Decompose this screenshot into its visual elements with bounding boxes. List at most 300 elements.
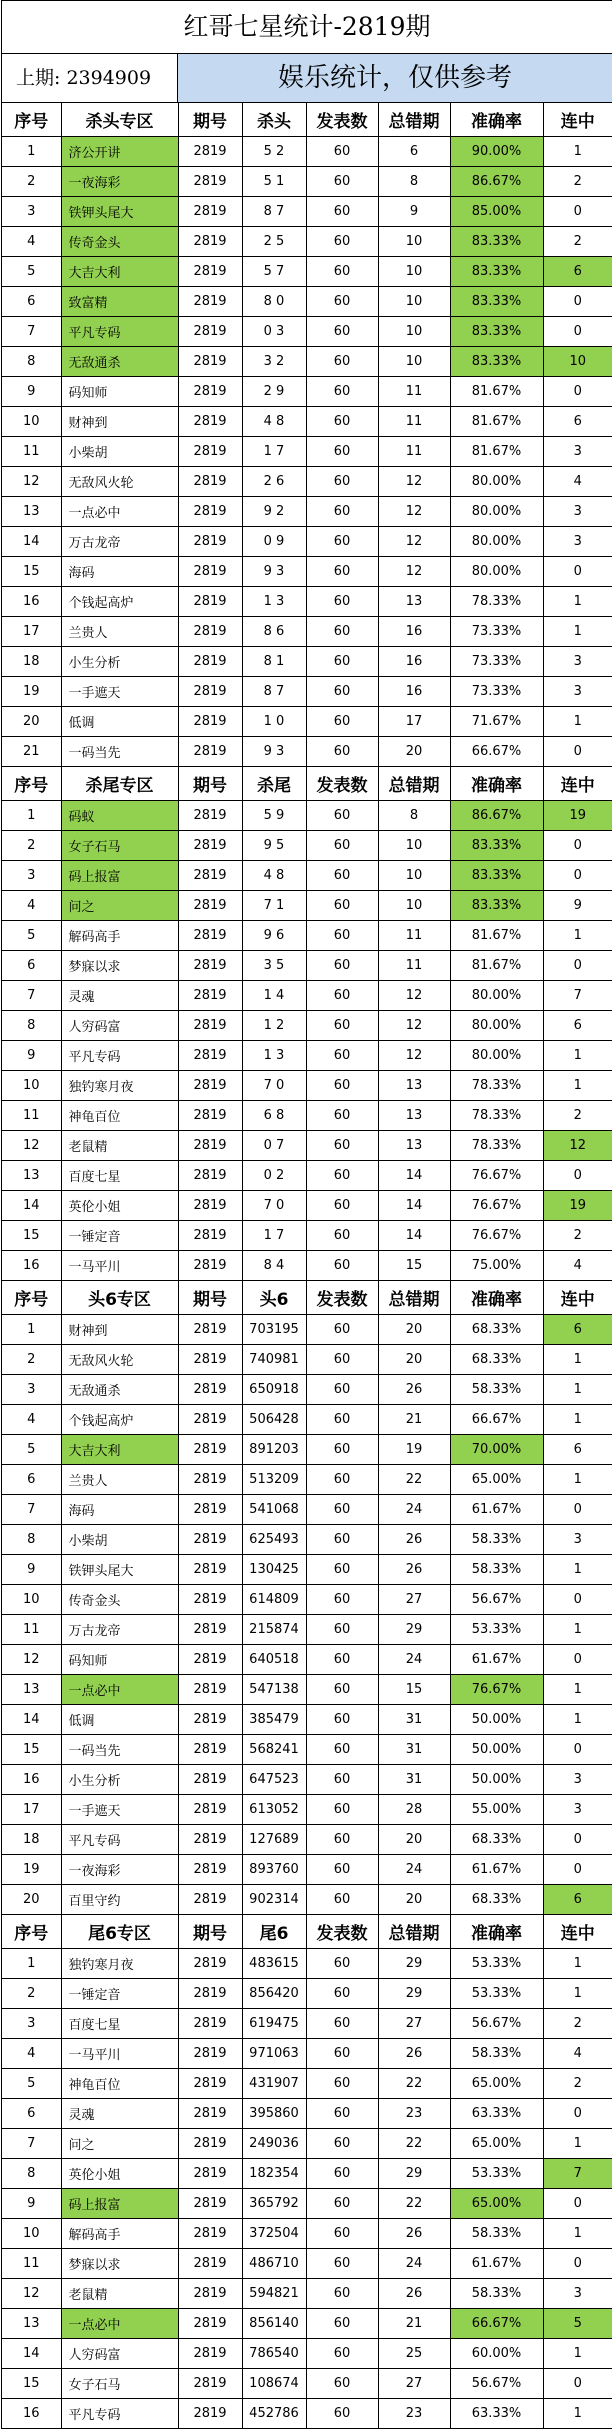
- cell-posts: 60: [306, 1735, 378, 1765]
- cell-no: 7: [2, 981, 61, 1011]
- cell-name: 一马平川: [61, 2039, 178, 2069]
- cell-issue: 2819: [178, 557, 242, 587]
- cell-streak: 1: [543, 2129, 612, 2159]
- cell-name: 灵魂: [61, 981, 178, 1011]
- table-row: [2, 737, 612, 767]
- cell-rate: 78.33%: [450, 1101, 543, 1131]
- cell-posts: 60: [306, 891, 378, 921]
- cell-issue: 2819: [178, 467, 242, 497]
- cell-posts: 60: [306, 707, 378, 737]
- cell-errors: 10: [378, 831, 450, 861]
- cell-name: 传奇金头: [61, 1585, 178, 1615]
- cell-streak: 0: [543, 2369, 612, 2399]
- cell-name: 一码当先: [61, 737, 178, 767]
- cell-no: 3: [2, 1375, 61, 1405]
- cell-rate: 81.67%: [450, 951, 543, 981]
- last-draw: [2, 54, 178, 102]
- cell-issue: 2819: [178, 921, 242, 951]
- cell-issue: 2819: [178, 1949, 242, 1979]
- cell-issue: 2819: [178, 497, 242, 527]
- cell-rate: 83.33%: [450, 861, 543, 891]
- cell-posts: 60: [306, 1949, 378, 1979]
- cell-issue: 2819: [178, 377, 242, 407]
- cell-value: 9 3: [242, 737, 306, 767]
- cell-streak: 1: [543, 1465, 612, 1495]
- cell-issue: 2819: [178, 527, 242, 557]
- table-row: [2, 2279, 612, 2309]
- cell-streak: 1: [543, 1615, 612, 1645]
- cell-rate: 83.33%: [450, 317, 543, 347]
- cell-value: 7 1: [242, 891, 306, 921]
- cell-no: 20: [2, 707, 61, 737]
- cell-posts: 60: [306, 1405, 378, 1435]
- cell-value: 8 7: [242, 197, 306, 227]
- cell-rate: 56.67%: [450, 1585, 543, 1615]
- cell-issue: 2819: [178, 587, 242, 617]
- cell-no: 3: [2, 197, 61, 227]
- cell-errors: 11: [378, 951, 450, 981]
- cell-rate: 58.33%: [450, 2039, 543, 2069]
- cell-no: 9: [2, 377, 61, 407]
- cell-no: 4: [2, 2039, 61, 2069]
- cell-value: 9 3: [242, 557, 306, 587]
- cell-posts: 60: [306, 1825, 378, 1855]
- cell-errors: 22: [378, 2189, 450, 2219]
- cell-name: 一锤定音: [61, 1979, 178, 2009]
- cell-errors: 31: [378, 1735, 450, 1765]
- cell-errors: 24: [378, 1495, 450, 1525]
- table-row: [2, 257, 612, 287]
- cell-posts: 60: [306, 257, 378, 287]
- cell-name: 老鼠精: [61, 2279, 178, 2309]
- cell-posts: 60: [306, 1221, 378, 1251]
- cell-posts: 60: [306, 647, 378, 677]
- table-row: [2, 1375, 612, 1405]
- cell-value: 9 6: [242, 921, 306, 951]
- header-errors: 总错期: [378, 103, 450, 137]
- cell-rate: 83.33%: [450, 257, 543, 287]
- cell-value: 513209: [242, 1465, 306, 1495]
- cell-errors: 27: [378, 2009, 450, 2039]
- cell-issue: 2819: [178, 1191, 242, 1221]
- cell-errors: 19: [378, 1435, 450, 1465]
- cell-no: 18: [2, 1825, 61, 1855]
- cell-issue: 2819: [178, 1161, 242, 1191]
- cell-issue: 2819: [178, 677, 242, 707]
- cell-name: 一点必中: [61, 497, 178, 527]
- cell-issue: 2819: [178, 1979, 242, 2009]
- cell-rate: 80.00%: [450, 467, 543, 497]
- cell-value: 5 9: [242, 801, 306, 831]
- cell-issue: 2819: [178, 2039, 242, 2069]
- cell-no: 16: [2, 1251, 61, 1281]
- cell-value: 650918: [242, 1375, 306, 1405]
- cell-issue: 2819: [178, 1465, 242, 1495]
- cell-name: 一夜海彩: [61, 1855, 178, 1885]
- cell-rate: 78.33%: [450, 587, 543, 617]
- cell-errors: 16: [378, 647, 450, 677]
- cell-name: 一点必中: [61, 1675, 178, 1705]
- cell-rate: 80.00%: [450, 981, 543, 1011]
- cell-issue: 2819: [178, 2369, 242, 2399]
- cell-errors: 26: [378, 2279, 450, 2309]
- cell-name: 英伦小姐: [61, 1191, 178, 1221]
- cell-value: 647523: [242, 1765, 306, 1795]
- cell-posts: 60: [306, 317, 378, 347]
- cell-errors: 11: [378, 407, 450, 437]
- cell-no: 20: [2, 1885, 61, 1915]
- header-zone: 头6专区: [61, 1281, 178, 1315]
- cell-errors: 25: [378, 2339, 450, 2369]
- cell-no: 19: [2, 677, 61, 707]
- cell-streak: 0: [543, 317, 612, 347]
- cell-errors: 14: [378, 1221, 450, 1251]
- cell-value: 856420: [242, 1979, 306, 2009]
- cell-value: 6 8: [242, 1101, 306, 1131]
- cell-posts: 60: [306, 677, 378, 707]
- cell-streak: 2: [543, 1101, 612, 1131]
- cell-no: 8: [2, 1525, 61, 1555]
- cell-no: 3: [2, 861, 61, 891]
- cell-streak: 0: [543, 951, 612, 981]
- table-row: [2, 921, 612, 951]
- header-value: 杀头: [242, 103, 306, 137]
- cell-streak: 3: [543, 1765, 612, 1795]
- cell-issue: 2819: [178, 1315, 242, 1345]
- cell-name: 解码高手: [61, 2219, 178, 2249]
- cell-no: 7: [2, 1495, 61, 1525]
- cell-streak: 1: [543, 2219, 612, 2249]
- cell-issue: 2819: [178, 1705, 242, 1735]
- cell-no: 4: [2, 891, 61, 921]
- header-streak: 连中: [543, 1281, 612, 1315]
- table-row: [2, 1765, 612, 1795]
- cell-errors: 26: [378, 1555, 450, 1585]
- cell-errors: 13: [378, 587, 450, 617]
- header-posts: 发表数: [306, 103, 378, 137]
- cell-value: 703195: [242, 1315, 306, 1345]
- cell-value: 431907: [242, 2069, 306, 2099]
- cell-streak: 10: [543, 347, 612, 377]
- cell-rate: 80.00%: [450, 497, 543, 527]
- cell-name: 解码高手: [61, 921, 178, 951]
- cell-posts: 60: [306, 1465, 378, 1495]
- cell-streak: 0: [543, 377, 612, 407]
- cell-errors: 10: [378, 257, 450, 287]
- cell-errors: 16: [378, 617, 450, 647]
- cell-posts: 60: [306, 2279, 378, 2309]
- cell-streak: 1: [543, 1071, 612, 1101]
- cell-no: 15: [2, 1221, 61, 1251]
- cell-streak: 7: [543, 2159, 612, 2189]
- header-errors: 总错期: [378, 767, 450, 801]
- cell-name: 人穷码富: [61, 2339, 178, 2369]
- header-rate: 准确率: [450, 1281, 543, 1315]
- cell-errors: 31: [378, 1765, 450, 1795]
- cell-issue: 2819: [178, 1131, 242, 1161]
- cell-no: 2: [2, 1345, 61, 1375]
- cell-no: 13: [2, 1675, 61, 1705]
- cell-no: 15: [2, 1735, 61, 1765]
- cell-issue: 2819: [178, 2129, 242, 2159]
- cell-name: 致富精: [61, 287, 178, 317]
- cell-no: 19: [2, 1855, 61, 1885]
- table-row: [2, 1251, 612, 1281]
- cell-posts: 60: [306, 557, 378, 587]
- cell-value: 395860: [242, 2099, 306, 2129]
- cell-rate: 63.33%: [450, 2399, 543, 2429]
- cell-issue: 2819: [178, 2069, 242, 2099]
- cell-streak: 6: [543, 257, 612, 287]
- cell-rate: 80.00%: [450, 1011, 543, 1041]
- cell-no: 3: [2, 2009, 61, 2039]
- cell-streak: 2: [543, 227, 612, 257]
- cell-no: 13: [2, 1161, 61, 1191]
- cell-issue: 2819: [178, 1011, 242, 1041]
- cell-name: 一手遮天: [61, 677, 178, 707]
- cell-issue: 2819: [178, 891, 242, 921]
- cell-errors: 14: [378, 1161, 450, 1191]
- cell-name: 一马平川: [61, 1251, 178, 1281]
- cell-streak: 1: [543, 921, 612, 951]
- cell-no: 7: [2, 317, 61, 347]
- header-posts: 发表数: [306, 767, 378, 801]
- cell-posts: 60: [306, 1765, 378, 1795]
- cell-posts: 60: [306, 2009, 378, 2039]
- cell-name: 灵魂: [61, 2099, 178, 2129]
- cell-issue: 2819: [178, 2339, 242, 2369]
- cell-errors: 20: [378, 1315, 450, 1345]
- cell-rate: 61.67%: [450, 1495, 543, 1525]
- cell-value: 0 2: [242, 1161, 306, 1191]
- table-row: [2, 1101, 612, 1131]
- cell-errors: 17: [378, 707, 450, 737]
- cell-rate: 66.67%: [450, 2309, 543, 2339]
- cell-issue: 2819: [178, 227, 242, 257]
- cell-errors: 24: [378, 1645, 450, 1675]
- cell-posts: 60: [306, 2129, 378, 2159]
- cell-no: 17: [2, 1795, 61, 1825]
- cell-streak: 12: [543, 1131, 612, 1161]
- table-row: [2, 677, 612, 707]
- cell-streak: 2: [543, 167, 612, 197]
- header-issue: 期号: [178, 1915, 242, 1949]
- cell-posts: 60: [306, 2399, 378, 2429]
- cell-errors: 11: [378, 437, 450, 467]
- cell-rate: 90.00%: [450, 137, 543, 167]
- cell-posts: 60: [306, 437, 378, 467]
- cell-streak: 0: [543, 2189, 612, 2219]
- cell-rate: 80.00%: [450, 527, 543, 557]
- cell-name: 大吉大利: [61, 257, 178, 287]
- cell-posts: 60: [306, 407, 378, 437]
- cell-issue: 2819: [178, 1345, 242, 1375]
- cell-issue: 2819: [178, 737, 242, 767]
- cell-rate: 73.33%: [450, 617, 543, 647]
- table-row: [2, 801, 612, 831]
- cell-no: 6: [2, 1465, 61, 1495]
- header-streak: 连中: [543, 767, 612, 801]
- cell-name: 码上报富: [61, 861, 178, 891]
- cell-errors: 20: [378, 1885, 450, 1915]
- cell-name: 码蚁: [61, 801, 178, 831]
- cell-name: 老鼠精: [61, 1131, 178, 1161]
- cell-value: 9 5: [242, 831, 306, 861]
- cell-errors: 12: [378, 497, 450, 527]
- cell-issue: 2819: [178, 1435, 242, 1465]
- cell-no: 16: [2, 587, 61, 617]
- cell-name: 大吉大利: [61, 1435, 178, 1465]
- table-row: [2, 1645, 612, 1675]
- cell-streak: 1: [543, 1405, 612, 1435]
- cell-issue: 2819: [178, 1405, 242, 1435]
- cell-value: 902314: [242, 1885, 306, 1915]
- cell-streak: 1: [543, 617, 612, 647]
- cell-issue: 2819: [178, 1675, 242, 1705]
- cell-no: 1: [2, 801, 61, 831]
- cell-posts: 60: [306, 737, 378, 767]
- cell-issue: 2819: [178, 2009, 242, 2039]
- cell-issue: 2819: [178, 1555, 242, 1585]
- header-posts: 发表数: [306, 1281, 378, 1315]
- cell-value: 365792: [242, 2189, 306, 2219]
- cell-value: 130425: [242, 1555, 306, 1585]
- cell-posts: 60: [306, 137, 378, 167]
- cell-name: 独钓寒月夜: [61, 1949, 178, 1979]
- cell-posts: 60: [306, 1101, 378, 1131]
- cell-rate: 70.00%: [450, 1435, 543, 1465]
- cell-errors: 10: [378, 317, 450, 347]
- table-row: [2, 2369, 612, 2399]
- cell-no: 1: [2, 1949, 61, 1979]
- cell-errors: 10: [378, 891, 450, 921]
- cell-streak: 1: [543, 2399, 612, 2429]
- cell-rate: 63.33%: [450, 2099, 543, 2129]
- cell-errors: 15: [378, 1675, 450, 1705]
- table-row: [2, 2189, 612, 2219]
- cell-posts: 60: [306, 1585, 378, 1615]
- table-row: [2, 527, 612, 557]
- cell-value: 452786: [242, 2399, 306, 2429]
- cell-errors: 13: [378, 1071, 450, 1101]
- cell-posts: 60: [306, 2309, 378, 2339]
- header-issue: 期号: [178, 103, 242, 137]
- cell-name: 梦寐以求: [61, 2249, 178, 2279]
- cell-rate: 83.33%: [450, 891, 543, 921]
- table-row: [2, 2129, 612, 2159]
- cell-rate: 80.00%: [450, 1041, 543, 1071]
- cell-value: 3 5: [242, 951, 306, 981]
- header-no: 序号: [2, 1281, 61, 1315]
- cell-value: 4 8: [242, 861, 306, 891]
- cell-issue: 2819: [178, 1765, 242, 1795]
- cell-name: 万古龙帝: [61, 527, 178, 557]
- cell-value: 483615: [242, 1949, 306, 1979]
- cell-name: 小生分析: [61, 647, 178, 677]
- cell-no: 11: [2, 1615, 61, 1645]
- cell-value: 5 2: [242, 137, 306, 167]
- cell-rate: 71.67%: [450, 707, 543, 737]
- section-header-row: [2, 1281, 612, 1315]
- cell-issue: 2819: [178, 1251, 242, 1281]
- cell-rate: 83.33%: [450, 347, 543, 377]
- table-row: [2, 137, 612, 167]
- cell-name: 无敌风火轮: [61, 1345, 178, 1375]
- table-row: [2, 1795, 612, 1825]
- header-rate: 准确率: [450, 1915, 543, 1949]
- cell-streak: 1: [543, 2339, 612, 2369]
- page-title: 红哥七星统计-2819期: [2, 1, 612, 54]
- cell-name: 小柴胡: [61, 1525, 178, 1555]
- cell-value: 372504: [242, 2219, 306, 2249]
- cell-no: 8: [2, 2159, 61, 2189]
- cell-rate: 81.67%: [450, 407, 543, 437]
- cell-rate: 81.67%: [450, 437, 543, 467]
- cell-errors: 13: [378, 1101, 450, 1131]
- cell-posts: 60: [306, 2339, 378, 2369]
- cell-no: 15: [2, 2369, 61, 2399]
- cell-value: 1 7: [242, 1221, 306, 1251]
- cell-streak: 0: [543, 2249, 612, 2279]
- cell-posts: 60: [306, 1041, 378, 1071]
- table-row: [2, 951, 612, 981]
- cell-no: 8: [2, 1011, 61, 1041]
- cell-value: 7 0: [242, 1071, 306, 1101]
- cell-value: 2 6: [242, 467, 306, 497]
- cell-errors: 31: [378, 1705, 450, 1735]
- cell-posts: 60: [306, 1855, 378, 1885]
- cell-streak: 6: [543, 1435, 612, 1465]
- cell-posts: 60: [306, 1161, 378, 1191]
- cell-posts: 60: [306, 1315, 378, 1345]
- cell-streak: 9: [543, 891, 612, 921]
- cell-errors: 12: [378, 981, 450, 1011]
- table-row: [2, 1405, 612, 1435]
- cell-no: 4: [2, 1405, 61, 1435]
- cell-streak: 6: [543, 1315, 612, 1345]
- cell-rate: 80.00%: [450, 557, 543, 587]
- cell-streak: 5: [543, 2309, 612, 2339]
- cell-no: 10: [2, 407, 61, 437]
- cell-no: 11: [2, 2249, 61, 2279]
- cell-issue: 2819: [178, 2159, 242, 2189]
- cell-streak: 3: [543, 2279, 612, 2309]
- cell-issue: 2819: [178, 2099, 242, 2129]
- cell-errors: 21: [378, 2309, 450, 2339]
- header-streak: 连中: [543, 1915, 612, 1949]
- cell-rate: 83.33%: [450, 287, 543, 317]
- cell-issue: 2819: [178, 1101, 242, 1131]
- cell-issue: 2819: [178, 1375, 242, 1405]
- cell-streak: 3: [543, 437, 612, 467]
- cell-issue: 2819: [178, 167, 242, 197]
- cell-value: 1 4: [242, 981, 306, 1011]
- cell-posts: 60: [306, 2099, 378, 2129]
- header-value: 头6: [242, 1281, 306, 1315]
- cell-no: 6: [2, 2099, 61, 2129]
- cell-no: 12: [2, 1645, 61, 1675]
- cell-errors: 27: [378, 1585, 450, 1615]
- cell-value: 541068: [242, 1495, 306, 1525]
- cell-errors: 26: [378, 2039, 450, 2069]
- cell-no: 12: [2, 2279, 61, 2309]
- table-row: [2, 647, 612, 677]
- cell-issue: 2819: [178, 2309, 242, 2339]
- cell-rate: 68.33%: [450, 1315, 543, 1345]
- cell-rate: 86.67%: [450, 167, 543, 197]
- table-row: [2, 437, 612, 467]
- cell-no: 4: [2, 227, 61, 257]
